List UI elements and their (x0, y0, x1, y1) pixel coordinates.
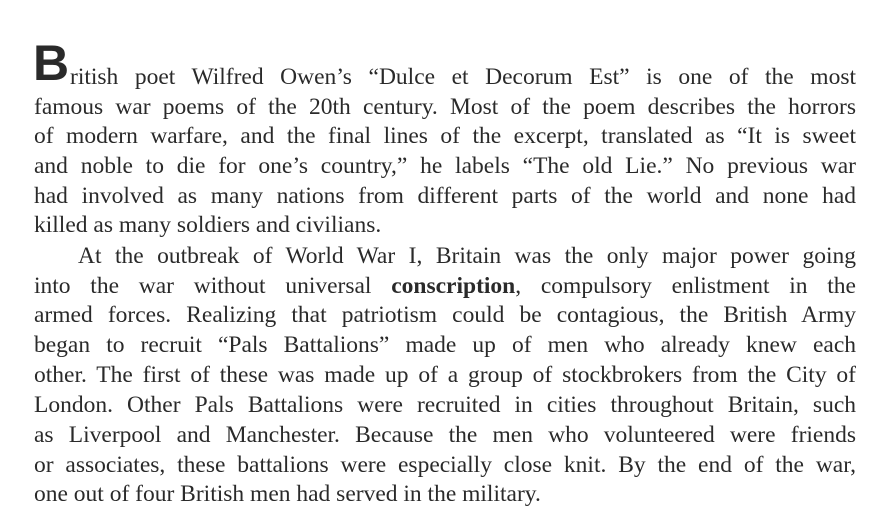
paragraph-1-line-1: ritish poet Wilfred Owen’s “Dulce et Decorum Est” is one of the most (70, 64, 856, 90)
paragraph-1-line-2: famous war poems of the 20th century. Most of the poem describes the horrors (34, 94, 856, 120)
paragraph-2-line-4: began to recruit “Pals Battalions” made up of men who already knew each (34, 332, 856, 358)
paragraph-2-line-7: as Liverpool and Manchester. Because the men who volunteered were friends (34, 422, 856, 448)
bold-term-conscription: conscription (391, 273, 516, 299)
paragraph-2-line-6: London. Other Pals Battalions were recruited in cities throughout Britain, such (34, 392, 856, 418)
paragraph-2-line-5: other. The first of these was made up of a group of stockbrokers from the City of (34, 362, 856, 388)
paragraph-1-line-3: of modern warfare, and the final lines of the excerpt, translated as “It is sweet (34, 123, 856, 149)
paragraph-2-line-2-end: , compulsory enlistment in the (515, 273, 856, 299)
drop-cap-letter: B (33, 35, 70, 91)
paragraph-2-line-2 (34, 271, 856, 301)
paragraph-2-line-8: or associates, these battalions were especially close knit. By the end of the war, (34, 452, 856, 478)
paragraph-1-line-4: and noble to die for one’s country,” he labels “The old Lie.” No previous war (34, 153, 856, 179)
paragraph-2-line-3: armed forces. Realizing that patriotism could be contagious, the British Army (34, 302, 856, 328)
paragraph-2-line-1: At the outbreak of World War I, Britain was the only major power going (78, 243, 856, 269)
paragraph-1-line-6: killed as many soldiers and civilians. (34, 212, 382, 238)
paragraph-2-line-9: one out of four British men had served in the military. (34, 481, 541, 507)
paragraph-1-line-5: had involved as many nations from different parts of the world and none had (34, 183, 856, 209)
paragraph-2-line-2-start: into the war without universal (34, 273, 392, 299)
